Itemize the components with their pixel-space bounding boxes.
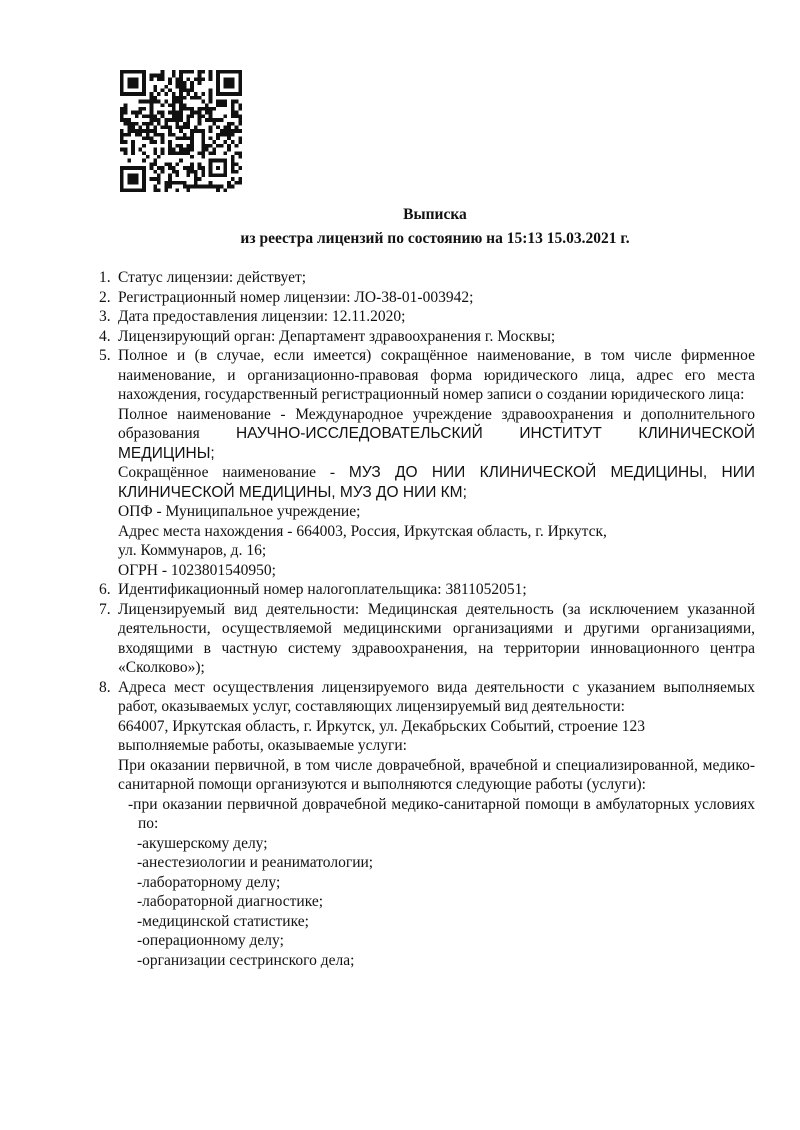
activity-works-label: выполняемые работы, оказываемые услуги: [118, 737, 407, 754]
org-full-name: Полное наименование - Международное учреждение здравоохранения и дополнительного образования НАУЧНО-ИССЛЕДОВАТЕЛЬСКИЙ ИНСТИТУТ КЛИНИЧЕСКОЙ МЕДИЦИНЫ; [118, 405, 756, 462]
service-item: -операционному делу; [137, 932, 284, 949]
list-item: 6. Идентификационный номер налогоплательщика: 3811052051; [99, 581, 527, 598]
list-item: 1. Статус лицензии: действует; [99, 269, 307, 286]
org-ogrn: ОГРН - 1023801540950; [118, 561, 276, 579]
org-opf: ОПФ - Муниципальное учреждение; [118, 503, 361, 520]
service-item: -медицинской статистике; [137, 912, 309, 930]
activity-primary-care: -при оказании первичной доврачебной медико-санитарной помощи в амбулаторных условиях по: [128, 795, 755, 832]
org-short-name: Сокращённое наименование - МУЗ ДО НИИ КЛИНИЧЕСКОЙ МЕДИЦИНЫ, НИИ КЛИНИЧЕСКОЙ МЕДИЦИНЫ, МУЗ ДО НИИ КМ; [118, 464, 756, 501]
document-title: Выписка [403, 206, 467, 223]
document-subtitle: из реестра лицензий по состоянию на 15:13 15.03.2021 г. [240, 230, 630, 247]
activity-address: 664007, Иркутская область, г. Иркутск, ул. Декабрьских Событий, строение 123 [118, 717, 646, 735]
org-address: Адрес места нахождения - 664003, Россия, Иркутская область, г. Иркутск, [118, 522, 607, 540]
list-item: 5. Полное и (в случае, если имеется) сокращённое наименование, в том числе фирменное наименование, и организационно-правовая форма юридического лица, адрес его места нахождения, государственный регистрационный номер записи о создании юридического лица: [99, 347, 755, 403]
list-item: 3. Дата предоставления лицензии: 12.11.2020; [99, 308, 406, 325]
list-item: 2. Регистрационный номер лицензии: ЛО-38-01-003942; [99, 288, 474, 306]
service-item: -лабораторной диагностике; [137, 893, 324, 910]
service-item: -акушерскому делу; [137, 834, 268, 852]
activity-intro: При оказании первичной, в том числе доврачебной, врачебной и специализированной, медико-санитарной помощи организуются и выполняются следующие работы (услуги): [118, 756, 755, 793]
qr-code [120, 70, 242, 192]
list-item: 7. Лицензируемый вид деятельности: Медицинская деятельность (за исключением указанной деятельности, осуществляемой медицинскими организациями и другими организациями, входящими в частную систему здравоохранения, на территории инновационного центра «Сколково»); [99, 600, 755, 676]
document-body [99, 268, 755, 970]
org-address-street: ул. Коммунаров, д. 16; [118, 542, 267, 559]
service-item: -лабораторному делу; [137, 873, 281, 891]
list-item: 8. Адреса мест осуществления лицензируемого вида деятельности с указанием выполняемых работ, оказываемых услуг, составляющих лицензируемый вид деятельности: [99, 678, 755, 715]
service-item: -организации сестринского дела; [137, 951, 355, 969]
service-item: -анестезиологии и реаниматологии; [137, 854, 374, 871]
list-item: 4. Лицензирующий орган: Департамент здравоохранения г. Москвы; [99, 327, 556, 345]
